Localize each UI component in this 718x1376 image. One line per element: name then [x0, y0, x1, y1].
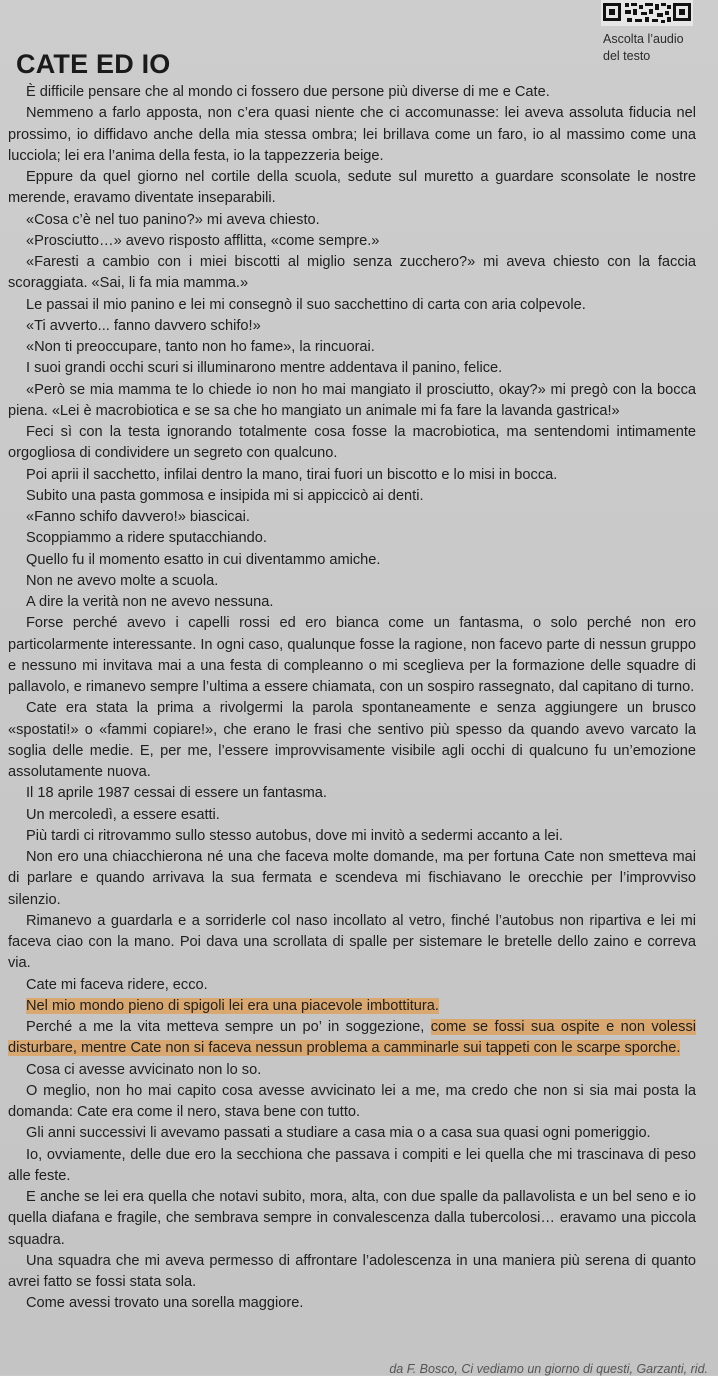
source-credit: da F. Bosco, Ci vediamo un giorno di questi, Garzanti, rid.: [389, 1362, 708, 1376]
paragraph: Forse perché avevo i capelli rossi ed ero bianca come un fantasma, o solo perché non ero particolarmente interessante. In ogni caso, qualunque fosse la ragione, non facevo parte di nessun gruppo e nessuno mi invitava mai a una festa di compleanno o mi sceglieva per la formazione delle squadre di pallavolo, e rimanevo sempre l’ultima a essere chiamata, con un sospiro rassegnato, dal capitano di turno.: [8, 615, 696, 695]
paragraph: Come avessi trovato una sorella maggiore.: [26, 1295, 304, 1312]
paragraph: Più tardi ci ritrovammo sullo stesso autobus, dove mi invitò a sedermi accanto a lei.: [26, 827, 563, 844]
paragraph: Eppure da quel giorno nel cortile della scuola, sedute sul muretto a guardare sconsolate le nostre merende, eravamo diventate inseparabili.: [8, 169, 696, 207]
paragraph: «Faresti a cambio con i miei biscotti al miglio senza zucchero?» mi aveva chiesto con la faccia scoraggiata. «Sai, li fa mia mamma.»: [8, 254, 696, 292]
paragraph: Io, ovviamente, delle due ero la secchiona che passava i compiti e lei quella che mi trascinava di peso alle feste.: [8, 1146, 696, 1184]
mixed-highlight-paragraph: [8, 1017, 696, 1060]
paragraph-text: Perché a me la vita metteva sempre un po’ in soggezione,: [26, 1019, 431, 1035]
paragraph: «Prosciutto…» avevo risposto afflitta, «come sempre.»: [26, 232, 380, 249]
paragraph: Non ero una chiacchierona né una che faceva molte domande, ma per fortuna Cate non smetteva mai di parlare e quando arrivava la sua fermata e scendeva mi fischiavano le orecchie per l’improvviso silenzio.: [8, 849, 696, 908]
paragraph: «Ti avverto... fanno davvero schifo!»: [26, 317, 261, 334]
paragraph: O meglio, non ho mai capito cosa avesse avvicinato lei a me, ma credo che non si sia mai posta la domanda: Cate era come il nero, stava bene con tutto.: [8, 1082, 696, 1120]
highlight-span: Nel mio mondo pieno di spigoli lei era una piacevole imbottitura.: [26, 997, 439, 1014]
paragraph: Gli anni successivi li avevamo passati a studiare a casa mia o a casa sua quasi ogni pomeriggio.: [26, 1125, 651, 1142]
highlight-span: come se fossi sua ospite e non volessi disturbare, mentre Cate non si faceva nessun problema a camminarle sui tappeti con le scarpe sporche.: [8, 1019, 696, 1057]
paragraph: Cosa ci avesse avvicinato non lo so.: [26, 1061, 262, 1078]
paragraph: «Fanno schifo davvero!» biascicai.: [26, 509, 250, 525]
paragraph: Poi aprii il sacchetto, infilai dentro la mano, tirai fuori un biscotto e lo misi in bocca.: [26, 466, 558, 483]
story-text: [8, 82, 696, 1315]
paragraph: Cate mi faceva ridere, ecco.: [26, 976, 208, 993]
audio-label-line2: del testo: [603, 49, 651, 63]
paragraph: Cate era stata la prima a rivolgermi la parola spontaneamente e senza aggiungere un brusco «spostati!» o «fammi copiare!», che erano le frasi che sentivo più spesso da quando avevo varcato la soglia delle medie. E, per me, l’essere improvvisamente visibile agli occhi di qualcuno fu un’emozione assolutamente nuova.: [8, 700, 696, 780]
audio-link[interactable]: [603, 31, 715, 65]
paragraph: Quello fu il momento esatto in cui diventammo amiche.: [26, 551, 381, 568]
paragraph: I suoi grandi occhi scuri si illuminarono mentre addentava il panino, felice.: [26, 360, 503, 377]
paragraph: «Non ti preoccupare, tanto non ho fame», la rincuorai.: [26, 339, 375, 355]
paragraph: Nemmeno a farlo apposta, non c’era quasi niente che ci accomunasse: lei aveva assoluta fiducia nel prossimo, io diffidavo anche della mia stessa ombra; lei brillava come un faro, io al massimo come una lucciola; lei era l’anima della festa, io la tappezzeria beige.: [8, 105, 696, 164]
header: [0, 0, 718, 84]
paragraph: Un mercoledì, a essere esatti.: [26, 806, 220, 823]
paragraph: E anche se lei era quella che notavi subito, mora, alta, con due spalle da pallavolista e un bel seno e io quella diafana e fragile, che sembrava sempre in convalescenza dalla tubercolosi… eravamo una piccola squadra.: [8, 1189, 696, 1248]
paragraph: Le passai il mio panino e lei mi consegnò il suo sacchettino di carta con aria colpevole.: [26, 296, 586, 313]
paragraph: A dire la verità non ne avevo nessuna.: [26, 594, 274, 610]
audio-label-line1: Ascolta l’audio: [603, 32, 684, 46]
paragraph: È difficile pensare che al mondo ci fossero due persone più diverse di me e Cate.: [26, 84, 550, 100]
paragraph: Subito una pasta gommosa e insipida mi si appiccicò ai denti.: [26, 487, 424, 504]
paragraph: Il 18 aprile 1987 cessai di essere un fantasma.: [26, 785, 327, 802]
paragraph: «Però se mia mamma te lo chiede io non ho mai mangiato il prosciutto, okay?» mi pregò con la bocca piena. «Lei è macrobiotica e se sa che ho mangiato un animale mi fa fare la lavanda gastrica!»: [8, 381, 696, 419]
paragraph: Scoppiammo a ridere sputacchiando.: [26, 530, 267, 547]
paragraph: «Cosa c’è nel tuo panino?» mi aveva chiesto.: [26, 211, 320, 228]
paragraph: Non ne avevo molte a scuola.: [26, 572, 219, 589]
highlighted-paragraph: [8, 996, 696, 1017]
qr-code-icon[interactable]: [601, 0, 693, 26]
page-title: CATE ED IO: [16, 49, 171, 79]
paragraph: Feci sì con la testa ignorando totalmente cosa fosse la macrobiotica, ma sentendomi intimamente orgogliosa di condividere un segreto con qualcuno.: [8, 424, 696, 462]
paragraph: Rimanevo a guardarla e a sorriderle col naso incollato al vetro, finché l’autobus non ripartiva e lei mi faceva ciao con la mano. Poi dava una scrollata di spalle per sistemare le bretelle dello zaino e correva via.: [8, 912, 696, 972]
paragraph: Una squadra che mi aveva permesso di affrontare l’adolescenza in una maniera più serena di quanto avrei fatto se fossi stata sola.: [8, 1252, 696, 1290]
